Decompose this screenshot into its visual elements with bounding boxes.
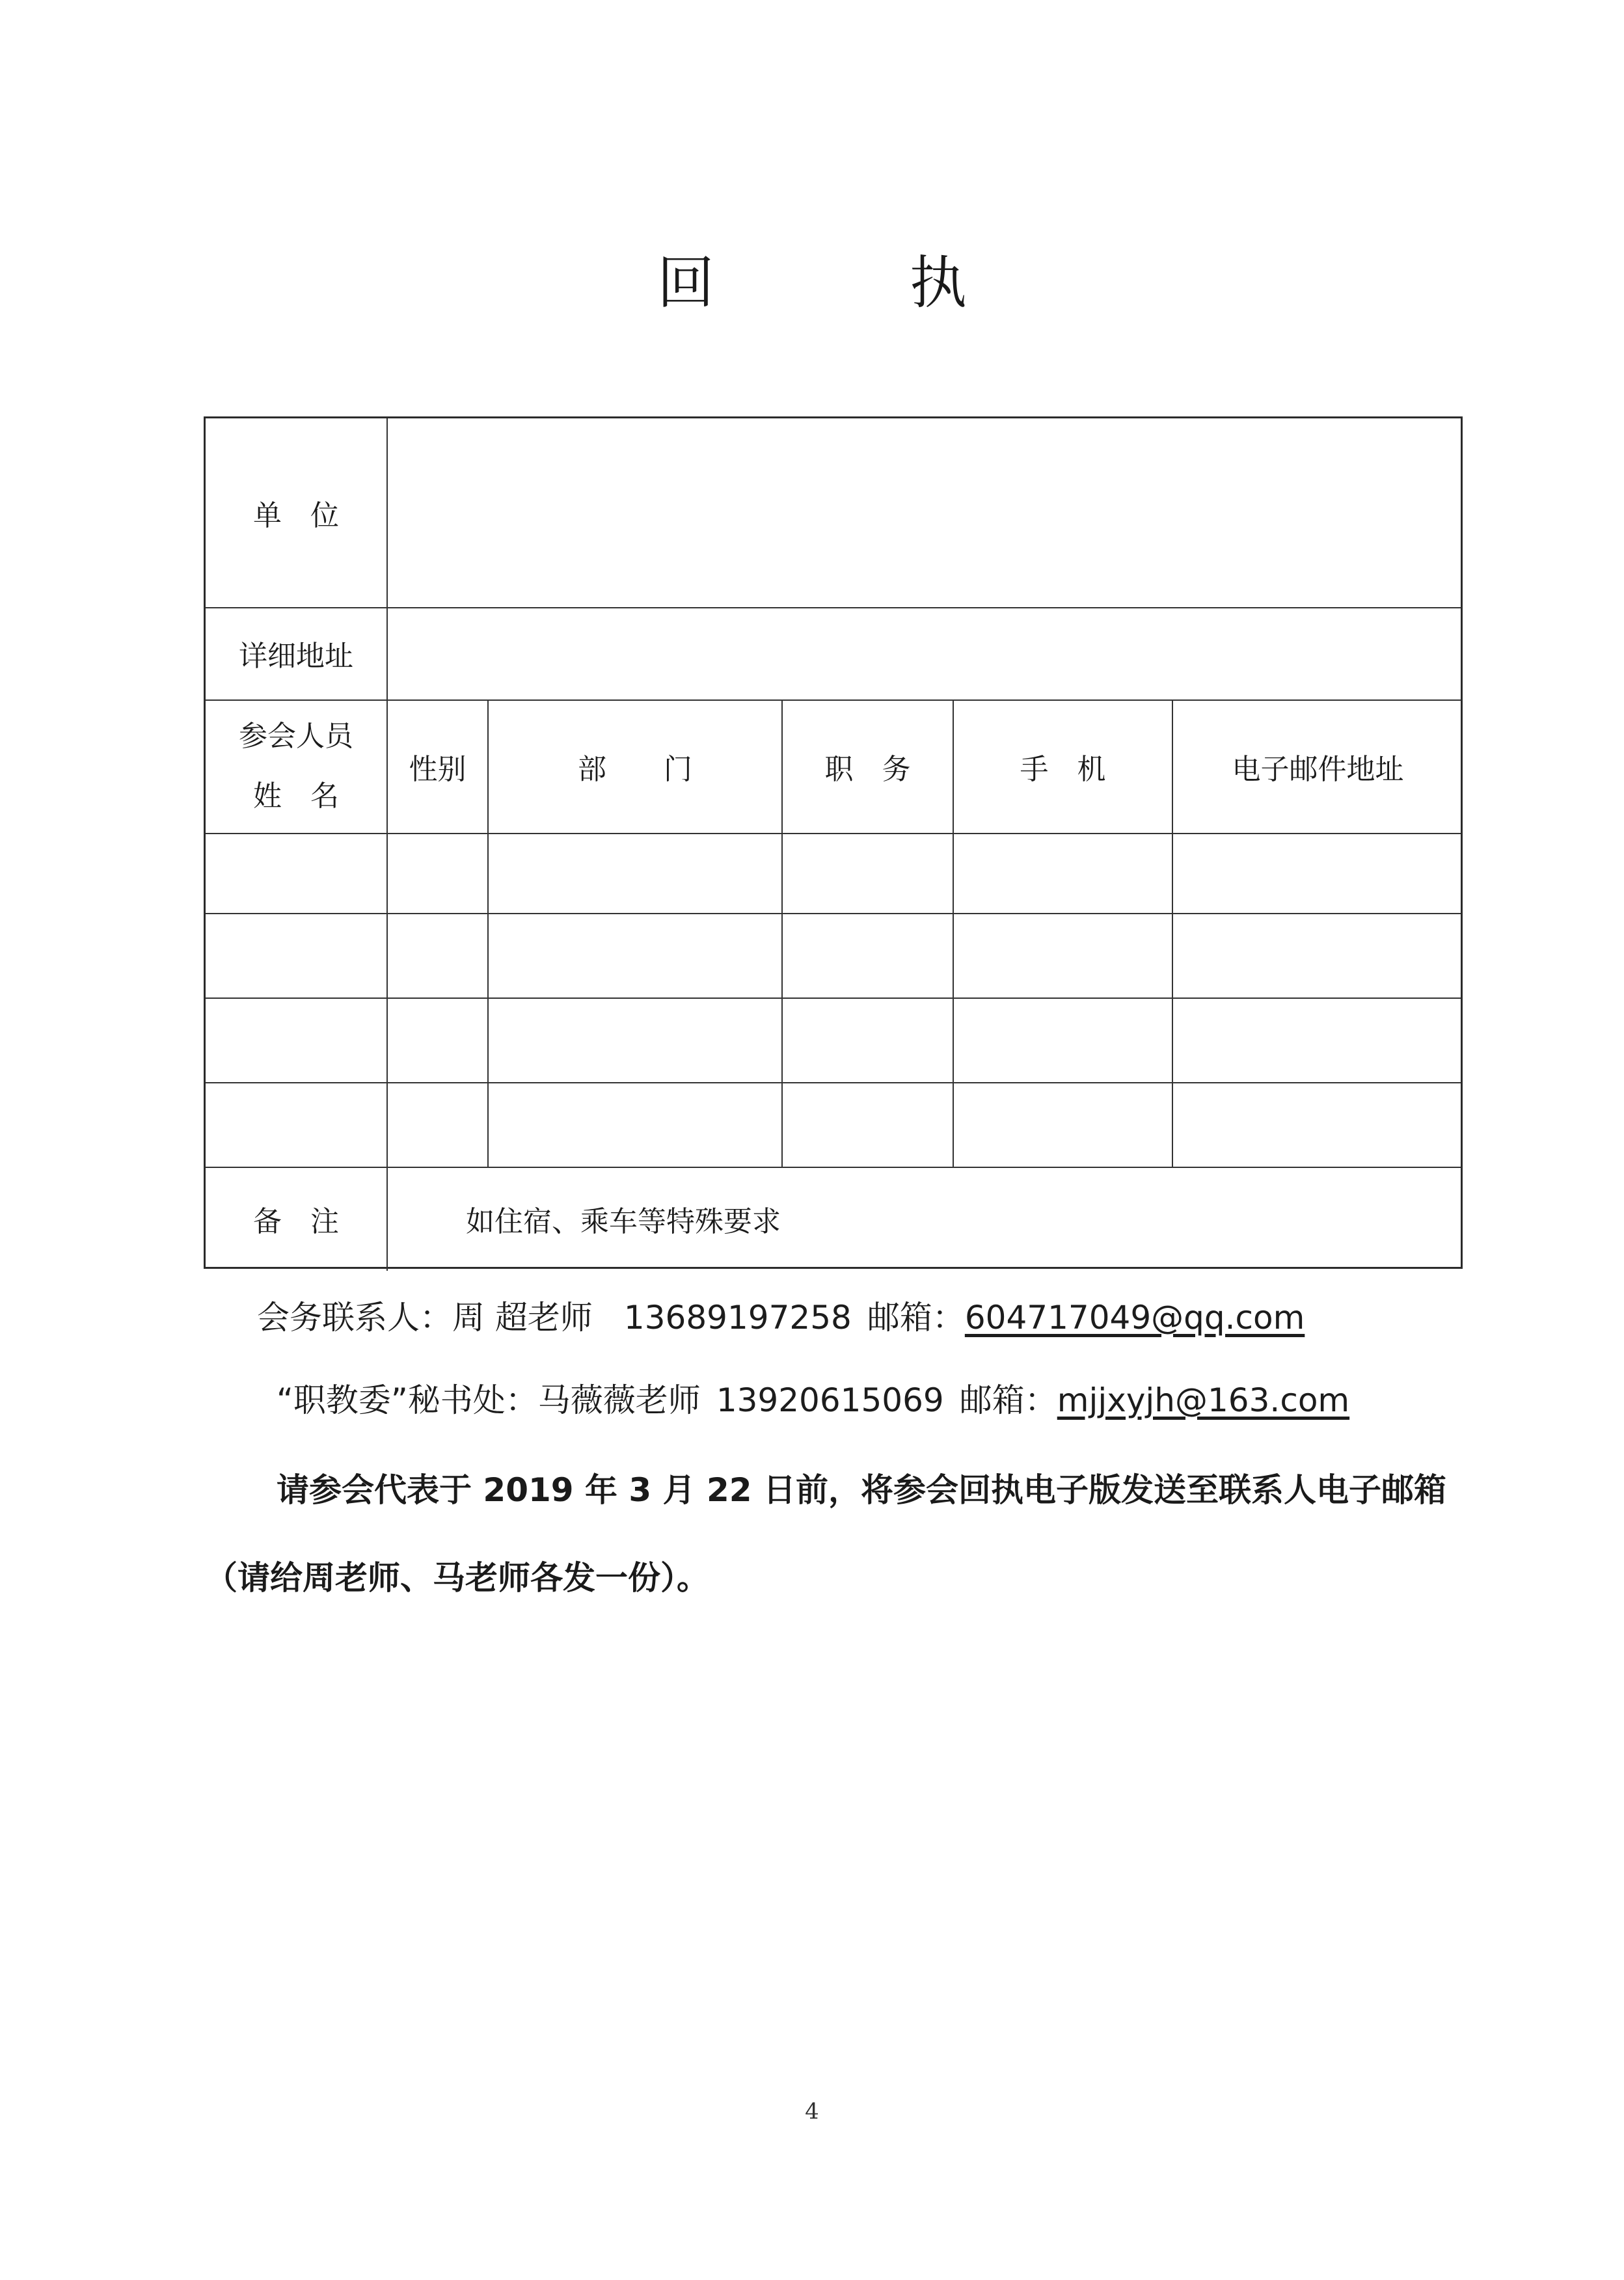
contact-1-email-link[interactable]: 604717049@qq.com xyxy=(964,1299,1305,1337)
email-header: 电子邮件地址 xyxy=(1232,752,1404,786)
gender-header: 性别 xyxy=(409,752,467,786)
position-header: 职 务 xyxy=(824,752,911,786)
row-divider xyxy=(206,998,1461,999)
row-divider xyxy=(206,913,1461,914)
attendee-name-header-line2: 姓 名 xyxy=(253,779,339,813)
remarks-label: 备 注 xyxy=(253,1205,339,1238)
unit-field[interactable] xyxy=(388,418,1463,607)
document-title xyxy=(0,238,1624,319)
remarks-hint[interactable]: 如住宿、乘车等特殊要求 xyxy=(466,1205,781,1238)
notice-line-1: 请参会代表于 2019 年 3 月 22 日前，将参会回执电子版发送至联系人电子邮箱 xyxy=(277,1471,1446,1509)
notice-line-2: （请给周老师、马老师各发一份）。 xyxy=(205,1559,709,1597)
contact-2-email-link[interactable]: mjjxyjh@163.com xyxy=(1057,1381,1350,1419)
contact-2-email-label: 邮箱： xyxy=(959,1381,1057,1419)
department-header: 部 门 xyxy=(578,752,692,786)
title-char-1: 回 xyxy=(656,249,714,316)
contact-line-1 xyxy=(257,1292,1305,1338)
contact-2-name: “职教委”秘书处：马薇薇老师 xyxy=(277,1381,701,1419)
address-field[interactable] xyxy=(388,607,1463,699)
page-number: 4 xyxy=(805,2098,819,2124)
contact-1-phone: 13689197258 xyxy=(623,1299,852,1337)
receipt-form-table xyxy=(204,416,1463,1269)
contact-2-phone: 13920615069 xyxy=(716,1381,944,1419)
attendee-name-header xyxy=(206,699,386,833)
attendee-name-header-line1: 参会人员 xyxy=(239,719,353,753)
contact-line-2 xyxy=(277,1374,1349,1421)
row-divider xyxy=(206,1082,1461,1083)
title-char-2: 执 xyxy=(910,249,968,316)
address-label: 详细地址 xyxy=(239,640,353,673)
unit-label: 单 位 xyxy=(253,499,339,532)
contact-1-email-label: 邮箱： xyxy=(867,1299,965,1337)
mobile-header: 手 机 xyxy=(1020,752,1106,786)
row-divider xyxy=(206,833,1461,834)
contact-1-name: 会务联系人：周 超老师 xyxy=(257,1299,593,1337)
